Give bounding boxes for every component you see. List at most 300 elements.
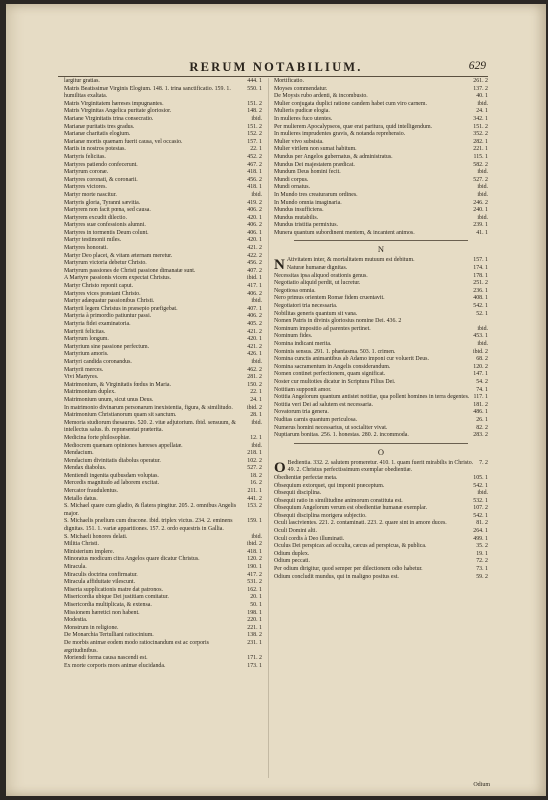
page-reference: 20. 1 (250, 594, 262, 601)
page-reference: 16. 2 (250, 480, 262, 487)
page-reference: 407. 2 (247, 267, 262, 274)
index-entry (274, 86, 488, 94)
entry-text: Ministerium implere. (64, 548, 115, 555)
entry-text: Odium peccati. (274, 558, 310, 565)
entry-text: largitur gratias. (64, 78, 100, 84)
entry-text: Martyrem non facit pœna, sed causa. (64, 207, 151, 214)
entry-text: Mundus Dei majestatem prædicat. (274, 161, 355, 168)
entry-text: Misericordia ubique Dei justitiam comitatur. (64, 594, 169, 601)
index-entry (274, 318, 488, 326)
entry-text: Naturæ humanæ dignitas. (286, 265, 348, 272)
page-reference: 107. 2 (473, 505, 488, 512)
entry-text: Matrimonium, & Virginitatis fœdus in Maria. (64, 381, 171, 388)
page-reference: 120. 2 (473, 363, 488, 370)
page-reference: ibid. 2 (472, 348, 488, 355)
entry-text: Martyres vices præstant Christo. (64, 290, 141, 297)
page-reference: 426. 1 (247, 351, 262, 358)
entry-text: Moyses commendatur. (274, 85, 328, 92)
index-entry (64, 268, 262, 276)
index-entry (64, 336, 262, 344)
section-o (274, 460, 488, 582)
index-entry (64, 564, 262, 572)
index-entry (274, 475, 488, 483)
page-reference: ibid. (251, 115, 262, 122)
page-reference: 178. 1 (473, 272, 488, 279)
index-entry (64, 382, 262, 390)
index-entry (274, 490, 488, 498)
page-reference: 50. 1 (250, 601, 262, 608)
page-reference: 82. 2 (476, 424, 488, 431)
page-reference: 486. 1 (473, 409, 488, 416)
page-reference: 22. 1 (250, 146, 262, 153)
index-entry (64, 200, 262, 208)
entry-text: Obsequium Angelorum verum est obedientiæ humanæ exemplar. (274, 505, 427, 512)
entry-text: De morbis animæ eodem modo ratiocinandum est ac corporis ægritudinibus. (64, 639, 209, 654)
entry-text: Nominis sensus. 291. 1. phantasma. 503. 1. crimen. (274, 348, 396, 355)
entry-text: Martyris felicitas. (64, 153, 106, 160)
page-reference: 532. 1 (473, 497, 488, 504)
entry-text: Per odium dirigitur, quod semper per dilectionem odio habetur. (274, 566, 423, 573)
page-reference: 417. 1 (247, 283, 262, 290)
entry-text: Noster cur multoties dicatur in Scriptura Filius Dei. (274, 378, 396, 385)
page-reference: 151. 2 (473, 123, 488, 130)
page-reference: 72. 2 (476, 558, 488, 565)
index-entry (274, 402, 488, 410)
entry-text: Mundi corpus. (274, 176, 309, 183)
page-reference: 406. 2 (247, 207, 262, 214)
entry-text: Obsequii disciplina morigera subjectio. (274, 512, 367, 519)
index-entry (274, 154, 488, 162)
index-entry (64, 480, 262, 488)
entry-text: Nominum impositio ad parentes pertinet. (274, 325, 371, 332)
entry-text: In mulieres imprudentes gravis, & notanda reprehensio. (274, 131, 406, 138)
entry-text: Martyres suæ confessionis alumni. (64, 222, 146, 229)
index-entry (64, 397, 262, 405)
entry-text: A Martyre passionis vicem expectat Christus. (64, 275, 171, 282)
page-reference: 405. 2 (247, 321, 262, 327)
index-entry (274, 162, 488, 170)
page-reference: 198. 1 (247, 609, 262, 616)
entry-text: Necessitas ipsa aliquod orationis genus. (274, 272, 368, 279)
entry-text: S. Michael quare cum gladio, & flatera pingitur. 205. 2. omnibus Angelis major. (64, 503, 237, 517)
index-entry (274, 222, 488, 230)
page-reference: ibid. (477, 169, 488, 176)
entry-text: Odium concludit mundus, qui in maligno positus est. (274, 573, 399, 580)
page-reference: 12. 1 (250, 434, 262, 441)
page-reference: 150. 2 (247, 381, 262, 388)
entry-text: Nomen Patris in divinis gloriosius nomine Dei. 436. 2 (274, 318, 402, 325)
index-entry (274, 303, 488, 311)
entry-text: Martyrium sine passione perfectum. (64, 343, 150, 350)
entry-text: Martyr Christo reponit caput. (64, 283, 134, 290)
index-entry (64, 253, 262, 261)
page-reference: 352. 2 (473, 131, 488, 138)
index-entry (64, 329, 262, 337)
entry-text: Martyres coronati, & coronarii. (64, 176, 138, 183)
entry-text: Martyres honorati. (64, 245, 108, 252)
entry-text: Martyres patiendo confecerunt. (64, 161, 138, 168)
entry-text: Matrimonium duplex. (64, 389, 116, 396)
index-entry (274, 498, 488, 506)
index-entry (274, 574, 488, 582)
index-entry (274, 520, 488, 528)
index-entry (274, 177, 488, 185)
index-entry (274, 394, 488, 402)
index-entry (64, 283, 262, 291)
page-reference: ibid. 2 (246, 404, 262, 411)
page-reference: ibid. (477, 184, 488, 191)
entry-text: Martyr testimonii miles. (64, 237, 122, 244)
entry-text: Nomina cunctis animantibus ab Adamo imponi cur voluerit Deus. (274, 356, 429, 363)
page-reference: 73. 1 (476, 566, 488, 573)
entry-text: S. Michaeli honores delati. (64, 533, 128, 540)
entry-text: Marianæ puritatis tres gradus. (64, 123, 135, 130)
page-reference: 408. 1 (473, 295, 488, 302)
page-reference: 120. 2 (247, 556, 262, 563)
entry-text: Obsequium extorquet, qui imponit præceptum. (274, 482, 385, 489)
page-reference: 418. 1 (247, 184, 262, 191)
page-number: 629 (468, 60, 486, 72)
page-reference: 261. 2 (473, 78, 488, 84)
page-reference: 441. 2 (247, 495, 262, 502)
index-entry (64, 260, 262, 268)
entry-text: Vivi Martyres. (64, 374, 99, 381)
entry-text: Oculi Domini alti. (274, 528, 318, 535)
entry-text: Obsequii ratio in similitudine animorum constituta est. (274, 497, 403, 504)
page-reference: 236. 1 (473, 287, 488, 294)
entry-text: Martyrii legem Christus in præsepio præfigebat. (64, 305, 178, 312)
page-reference: 246. 2 (473, 199, 488, 206)
page-reference: 420. 1 (247, 214, 262, 221)
page-reference: 499. 1 (473, 535, 488, 542)
entry-text: Memoria studiorum thesaurus. 520. 2. vitæ adjutorium. ibid. sensuum, & intellectus salus. ib. repræsentat præterita. (64, 419, 236, 434)
entry-text: Nero primus orientem Romæ fidem cruentavit. (274, 295, 385, 302)
page-reference: ibid. (251, 419, 262, 426)
page-reference: 19. 1 (476, 550, 488, 557)
entry-text: Moriendi forma causa nascendi est. (64, 655, 148, 662)
entry-text: Martyr adæquatur passionibus Christi. (64, 298, 155, 305)
index-entry (274, 273, 488, 281)
page-reference: 421. 2 (247, 343, 262, 350)
index-entry (274, 543, 488, 551)
page-reference: ibid. (477, 214, 488, 221)
page-reference: ibid. 1 (246, 275, 262, 282)
page-reference: 282. 1 (473, 138, 488, 145)
column-divider (268, 78, 269, 778)
page-reference: 35. 2 (476, 543, 488, 550)
page-reference: ibid. (251, 298, 262, 305)
page-reference: 174. 1 (473, 265, 488, 272)
index-entry (64, 245, 262, 253)
page-reference: 151. 2 (247, 100, 262, 107)
page-reference: 173. 1 (247, 662, 262, 669)
entry-text: Obsequii disciplina. (274, 490, 322, 497)
entry-text: Obedientiæ perfectæ meta. (274, 474, 338, 481)
page-reference: 211. 1 (247, 488, 262, 495)
page-reference: 456. 2 (247, 260, 262, 267)
index-entry (274, 460, 488, 475)
index-entry (64, 405, 262, 413)
page-reference: 582. 2 (473, 161, 488, 168)
index-entry (274, 78, 488, 86)
index-entry (64, 412, 262, 420)
entry-text: Misericordia multiplicata, & extensa. (64, 601, 152, 608)
index-entry (64, 443, 262, 451)
entry-text: Matrimonium Christianorum quam sit sanctum. (64, 412, 177, 419)
index-entry (274, 230, 488, 238)
page-reference: ibid. 2 (246, 541, 262, 548)
entry-text: Martyres victores. (64, 184, 107, 191)
index-entry (274, 146, 488, 154)
page-reference: 456. 2 (247, 176, 262, 183)
entry-text: Minoratus modicum citra Angelos quare dicatur Christus. (64, 556, 200, 563)
page-reference: 40. 1 (476, 93, 488, 100)
page-reference: ibid. (251, 191, 262, 198)
entry-text: Monstrum in religione. (64, 624, 119, 631)
index-entry (274, 108, 488, 116)
entry-text: Militia Christi. (64, 541, 100, 548)
page-reference: 54. 2 (476, 378, 488, 385)
page-reference: 153. 2 (247, 503, 262, 510)
entry-text: Odium duplex. (274, 550, 310, 557)
index-entry (64, 139, 262, 147)
index-entry (274, 215, 488, 223)
page-reference: 342. 1 (473, 115, 488, 122)
page-reference: 264. 1 (473, 528, 488, 535)
index-entry (64, 541, 262, 549)
index-entry (64, 108, 262, 116)
index-entry (64, 465, 262, 473)
page-reference: 420. 1 (247, 237, 262, 244)
index-column-right (274, 78, 488, 581)
index-entry (274, 432, 488, 440)
entry-text: Mentiendi ingenita quibusdam voluptas. (64, 472, 159, 479)
index-entry (274, 417, 488, 425)
index-entry (64, 473, 262, 481)
page-reference: ibid. (477, 100, 488, 107)
page-reference: 406. 2 (247, 222, 262, 229)
entry-text: Ex morte corporis mors animæ elucidanda. (64, 662, 166, 669)
page-reference: 137. 2 (473, 85, 488, 92)
page-reference: ibid. (251, 358, 262, 365)
running-title: RERUM NOTABILIUM. (189, 60, 363, 74)
entry-text: Mundus per Angelos gubernatus, & administratus. (274, 153, 393, 160)
page-reference: 550. 1 (247, 85, 262, 92)
entry-text: Mulieris pudicæ elogia. (274, 108, 330, 115)
page-reference: 444. 1 (247, 78, 262, 84)
section-letter-o: O (377, 446, 385, 457)
page-reference: 421. 2 (247, 328, 262, 335)
page-reference: ibid. (477, 341, 488, 347)
page-reference: 157. 1 (473, 257, 488, 264)
page-reference: 231. 1 (247, 639, 262, 646)
page-reference: 422. 2 (247, 252, 262, 259)
page-reference: 251. 2 (473, 280, 488, 287)
page-reference: 18. 2 (250, 472, 262, 479)
entry-text: Martyria fidei examinatoria. (64, 321, 131, 327)
page-reference: 220. 1 (247, 617, 262, 624)
page-reference: 418. 1 (247, 169, 262, 176)
catchword: Odium (473, 782, 490, 788)
page-reference: 527. 2 (473, 176, 488, 183)
page-reference: 117. 1 (473, 394, 488, 401)
entry-text: Martyrem excudit dilectio. (64, 214, 127, 221)
page-reference: 531. 2 (247, 579, 262, 586)
index-entry (274, 558, 488, 566)
index-entry (64, 602, 262, 610)
index-entry (274, 192, 488, 200)
entry-text: Mendacium. (64, 450, 94, 457)
drop-cap: N (274, 257, 285, 274)
entry-text: In Mundo omnia imaginaria. (274, 199, 342, 206)
entry-text: Negotiatio aliquid perdit, ut lucretur. (274, 280, 361, 287)
index-entry (64, 488, 262, 496)
drop-cap: O (274, 459, 286, 476)
entry-text: In mulieres fuco utentes. (274, 115, 333, 122)
page-reference: 28. 1 (250, 412, 262, 419)
entry-text: Oculi cordis à Deo illuminati. (274, 535, 345, 542)
book-page (6, 4, 546, 796)
page-reference: 148. 2 (247, 108, 262, 115)
index-entry (64, 306, 262, 314)
index-entry (274, 551, 488, 559)
index-entry (274, 425, 488, 433)
entry-text: Martyres in tormentis Deum colunt. (64, 229, 149, 236)
page-reference: 115. 1 (473, 153, 488, 160)
page-reference: ibid. (251, 533, 262, 540)
index-entry (64, 291, 262, 299)
page-reference: 542. 1 (473, 512, 488, 519)
index-entry (274, 184, 488, 192)
index-entry (274, 139, 488, 147)
page-reference: 467. 2 (247, 161, 262, 168)
index-entry (64, 458, 262, 466)
page-reference: ibid. (251, 442, 262, 449)
index-entry (274, 101, 488, 109)
entry-text: Missionem hæretici non habent. (64, 609, 140, 616)
entry-text: Miseria supplicationis matre dat patronos. (64, 586, 163, 593)
entry-text: Martyris gloria, Tyranni sævitia. (64, 199, 141, 206)
entry-text: Martyrii felicitas. (64, 328, 106, 335)
index-entry (64, 374, 262, 382)
index-entry (64, 131, 262, 139)
entry-text: Numerus homini necessarius, ut socialiter vivat. (274, 424, 388, 431)
page-reference: 7. 2 (479, 459, 488, 466)
index-entry (274, 513, 488, 521)
index-entry (64, 169, 262, 177)
page-reference: 240. 1 (473, 207, 488, 214)
index-entry (64, 146, 262, 154)
index-entry (274, 207, 488, 215)
index-entry (274, 333, 488, 341)
page-reference: 68. 2 (476, 356, 488, 363)
page-reference: 542. 1 (473, 482, 488, 489)
index-entry (64, 154, 262, 162)
entry-text: Munera quantum subordinent mentem, & incantent animos. (274, 229, 415, 236)
page-reference: 421. 2 (247, 245, 262, 252)
index-entry (274, 200, 488, 208)
index-entry (274, 116, 488, 124)
page-reference: 281. 2 (247, 374, 262, 381)
page-reference: ibid. (477, 191, 488, 198)
index-entry (64, 313, 262, 321)
entry-text: De Moysis rubo ardenti, & incombusto. (274, 93, 368, 100)
page-reference: 527. 2 (247, 465, 262, 472)
index-entry (274, 379, 488, 387)
page-reference: 26. 1 (476, 416, 488, 423)
entry-text: Marianæ mortis quænam fuerit causa, vel occasio. (64, 138, 183, 145)
index-entry (64, 518, 262, 533)
entry-text: Martyria à primordio patiuntur passi. (64, 313, 152, 320)
section-n (274, 257, 488, 439)
index-entry (64, 503, 262, 518)
entry-text: Oculus Dei perspicax ad occulta, cæcus ad perspicua, & publica. (274, 543, 427, 550)
index-entry (64, 534, 262, 542)
index-entry (64, 184, 262, 192)
section-divider (294, 443, 468, 444)
index-entry (274, 124, 488, 132)
index-entry (64, 78, 262, 86)
entry-text: Novatorum tria genera. (274, 409, 329, 416)
page-header (6, 60, 546, 76)
index-entry (64, 579, 262, 587)
page-reference: 151. 2 (247, 123, 262, 130)
entry-text: Mundus tristitia permixtus. (274, 222, 338, 229)
index-entry (64, 632, 262, 640)
index-entry (64, 116, 262, 124)
index-entry (274, 483, 488, 491)
entry-text: Negotiosa omnia. (274, 287, 316, 294)
page-reference: 453. 1 (473, 333, 488, 340)
entry-text: In Mundo tres creaturarum ordines. (274, 191, 358, 198)
entry-text: Martyri candida coronandus. (64, 358, 132, 365)
entry-text: Mendacium divinitatis diabolus operatur. (64, 457, 161, 464)
entry-text: S. Michaelis prælium cum dracone. ibid. triplex victus. 234. 2. eminens dignitas. 151. 1. variæ apparitiones. 157. 2. ordo equestris in Gallia. (64, 518, 233, 533)
index-entry (274, 505, 488, 513)
entry-text: Mundus mutabilis. (274, 214, 319, 221)
entry-text: Per mulierem Apocalypseos, quæ erat paritura, quid intelligendum. (274, 123, 433, 130)
index-entry (274, 409, 488, 417)
entry-text: Matris Virginitatem hæreses impugnantes. (64, 100, 164, 107)
page-reference: 283. 2 (473, 432, 488, 439)
entry-text: Nomen continet perfectionem, quam significat. (274, 371, 386, 378)
entry-text: De Monarchia Tertulliani ratiocinium. (64, 632, 154, 639)
index-entry (274, 131, 488, 139)
entry-text: Miracula. (64, 564, 87, 570)
page-reference: 162. 1 (247, 586, 262, 593)
index-entry (64, 124, 262, 132)
index-entry (64, 222, 262, 230)
entry-text: Mulier conjugata duplici ratione candem habet cum viro carnem. (274, 100, 427, 107)
page-reference: 157. 1 (247, 138, 262, 145)
entry-text: Martyrii merces. (64, 366, 104, 373)
page-reference: 24. 1 (476, 108, 488, 115)
page-reference: 41. 1 (476, 229, 488, 236)
entry-text: Mortificatio. (274, 78, 304, 84)
index-entry (64, 351, 262, 359)
entry-text: Notitiam supponit amor. (274, 386, 332, 393)
page-reference: 462. 2 (247, 366, 262, 373)
entry-text: Mulier vivo subsista. (274, 138, 324, 145)
index-entry (64, 435, 262, 443)
entry-text: Nuditas carnis quantum periculosa. (274, 416, 358, 423)
index-entry (64, 275, 262, 283)
index-entry (64, 207, 262, 215)
index-entry (274, 93, 488, 101)
page-reference: 190. 1 (247, 564, 262, 570)
page-reference: 452. 2 (247, 153, 262, 160)
index-entry (64, 230, 262, 238)
